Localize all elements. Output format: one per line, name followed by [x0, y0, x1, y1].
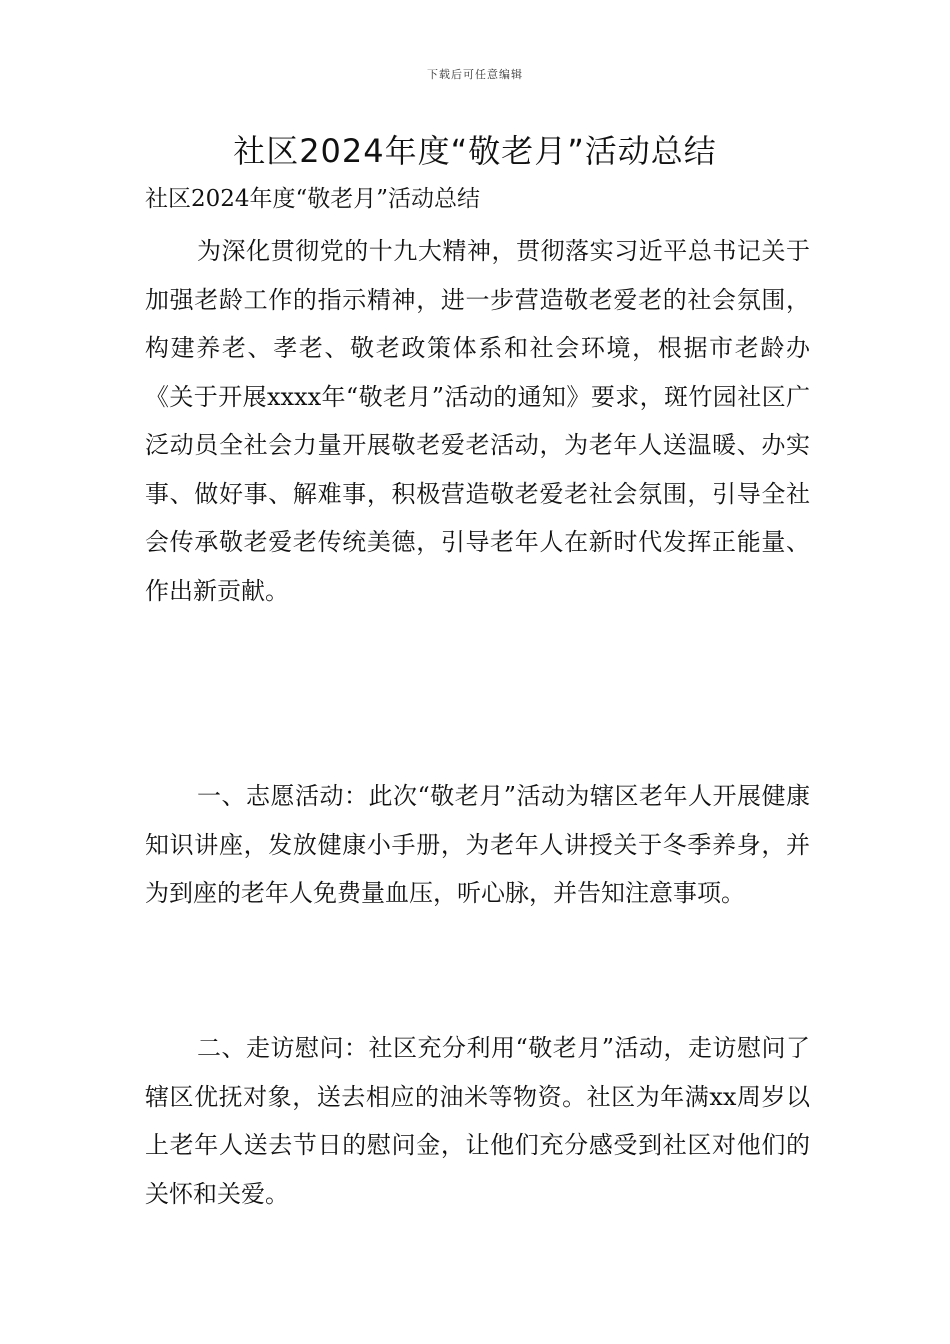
document-title: 社区2024年度“敬老月”活动总结 — [233, 132, 717, 170]
paragraph-intro: 为深化贯彻党的十九大精神，贯彻落实习近平总书记关于加强老龄工作的指示精神，进一步营造敬老爱老的社会氛围，构建养老、孝老、敬老政策体系和社会环境，根据市老龄办《关于开展xxxx年“敬老月”活动的通知》要求，斑竹园社区广泛动员全社会力量开展敬老爱老活动，为老年人送温暖、办实事、做好事、解难事，积极营造敬老爱老社会氛围，引导全社会传承敬老爱老传统美德，引导老年人在新时代发挥正能量、作出新贡献。 — [145, 237, 810, 605]
header-note: 下载后可任意编辑 — [427, 68, 523, 81]
paragraph-visits: 二、走访慰问：社区充分利用“敬老月”活动，走访慰问了辖区优抚对象，送去相应的油米等物资。社区为年满xx周岁以上老年人送去节日的慰问金，让他们充分感受到社区对他们的关怀和关爱。 — [145, 1034, 810, 1208]
document-subtitle: 社区2024年度“敬老月”活动总结 — [145, 186, 481, 212]
paragraph-volunteer-activity: 一、志愿活动：此次“敬老月”活动为辖区老年人开展健康知识讲座，发放健康小手册，为老年人讲授关于冬季养身，并为到座的老年人免费量血压，听心脉，并告知注意事项。 — [145, 782, 810, 907]
